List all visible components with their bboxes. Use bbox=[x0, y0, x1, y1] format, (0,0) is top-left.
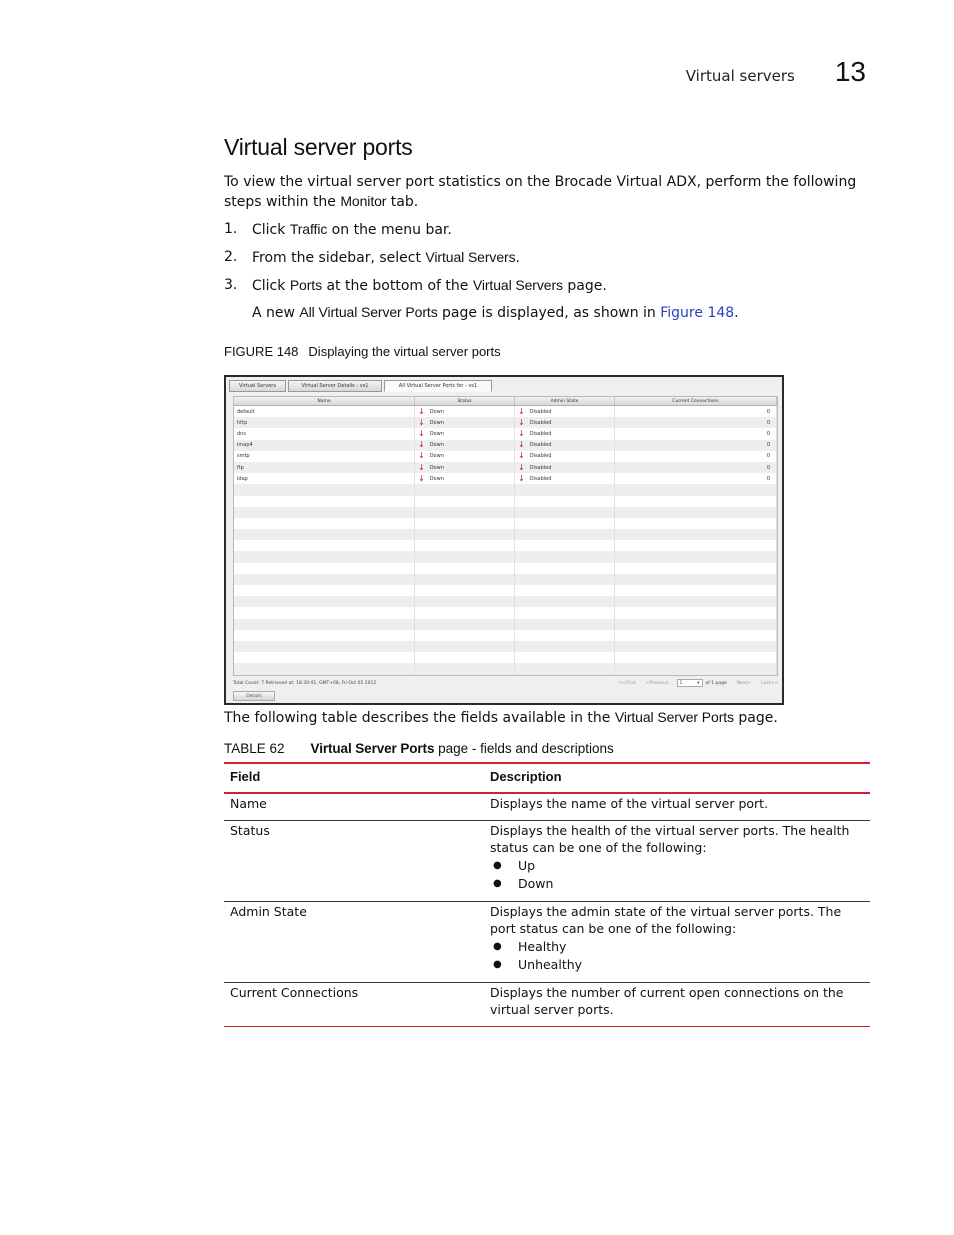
status-cell bbox=[415, 585, 515, 596]
port-name-cell: ldap bbox=[234, 473, 415, 484]
table-intro-ui-term: Virtual Server Ports bbox=[614, 709, 734, 725]
step-text: From the sidebar, select bbox=[252, 250, 426, 266]
chapter-number: 13 bbox=[834, 56, 866, 87]
description-text: Displays the health of the virtual server ports. The health status can be one of the following: bbox=[490, 823, 850, 855]
down-arrow-icon: ↓ bbox=[418, 417, 425, 427]
down-arrow-icon: ↓ bbox=[518, 428, 525, 438]
status-cell bbox=[415, 540, 515, 551]
status-text: Down bbox=[429, 430, 444, 437]
port-name-cell bbox=[234, 596, 415, 607]
empty-table-row bbox=[234, 507, 777, 518]
admin-state-cell bbox=[515, 663, 615, 674]
port-name-cell bbox=[234, 607, 415, 618]
connections-cell bbox=[615, 630, 777, 641]
port-name-cell bbox=[234, 563, 415, 574]
section-title: Virtual server ports bbox=[224, 134, 413, 160]
status-text: Down bbox=[429, 442, 444, 449]
list-item bbox=[490, 857, 870, 875]
port-name-cell bbox=[234, 619, 415, 630]
admin-state-text: Disabled bbox=[529, 419, 552, 426]
port-name-cell: smtp bbox=[234, 451, 415, 462]
bullet-text: Unhealthy bbox=[518, 957, 583, 972]
status-cell bbox=[415, 473, 515, 484]
connections-cell bbox=[615, 529, 777, 540]
status-cell bbox=[415, 518, 515, 529]
connections-cell bbox=[615, 663, 777, 674]
down-arrow-icon: ↓ bbox=[518, 451, 525, 461]
empty-table-row bbox=[234, 652, 777, 663]
grid-body bbox=[234, 406, 777, 675]
step-ui-term: Ports bbox=[289, 277, 322, 293]
table-row bbox=[224, 902, 870, 983]
table-row[interactable] bbox=[234, 428, 777, 439]
admin-state-cell bbox=[515, 619, 615, 630]
table-row bbox=[224, 983, 870, 1027]
grid-header bbox=[234, 397, 777, 406]
screenshot-figure bbox=[224, 375, 784, 705]
result-text: A new bbox=[252, 305, 300, 321]
port-name-cell bbox=[234, 529, 415, 540]
step-result bbox=[252, 304, 739, 321]
connections-cell bbox=[615, 596, 777, 607]
status-cell bbox=[415, 417, 515, 428]
down-arrow-icon: ↓ bbox=[518, 440, 525, 450]
description-cell bbox=[484, 821, 870, 901]
status-cell bbox=[415, 406, 515, 417]
step-number: 2. bbox=[224, 249, 238, 265]
status-cell bbox=[415, 440, 515, 451]
connections-cell bbox=[615, 484, 777, 495]
screenshot-tabs bbox=[229, 380, 492, 392]
first-page-link[interactable]: <<First bbox=[618, 680, 636, 686]
page-count: of 1 page bbox=[705, 680, 727, 686]
port-name-cell: dns bbox=[234, 428, 415, 439]
down-arrow-icon: ↓ bbox=[418, 451, 425, 461]
admin-state-cell bbox=[515, 652, 615, 663]
admin-state-text: Disabled bbox=[529, 464, 552, 471]
intro-paragraph bbox=[224, 173, 870, 212]
field-name-cell: Current Connections bbox=[230, 985, 359, 1000]
port-name-cell bbox=[234, 507, 415, 518]
step-item bbox=[224, 248, 870, 276]
admin-state-text: Disabled bbox=[529, 430, 552, 437]
admin-state-cell bbox=[515, 518, 615, 529]
admin-state-cell bbox=[515, 585, 615, 596]
column-header-current-connections[interactable]: Current Connections bbox=[615, 397, 777, 405]
empty-table-row bbox=[234, 540, 777, 551]
connections-cell bbox=[615, 507, 777, 518]
connections-cell: 0 bbox=[615, 440, 777, 451]
table-header-row bbox=[224, 764, 870, 794]
bullet-list bbox=[490, 857, 870, 893]
connections-cell: 0 bbox=[615, 428, 777, 439]
connections-cell bbox=[615, 641, 777, 652]
empty-table-row bbox=[234, 585, 777, 596]
admin-state-cell bbox=[515, 507, 615, 518]
empty-table-row bbox=[234, 607, 777, 618]
admin-state-cell bbox=[515, 596, 615, 607]
status-cell bbox=[415, 607, 515, 618]
step-ui-term: Traffic bbox=[289, 221, 328, 237]
description-cell bbox=[484, 983, 870, 1026]
intro-text: To view the virtual server port statistics on the Brocade Virtual ADX, perform the following steps within the bbox=[224, 174, 857, 210]
bullet-text: Healthy bbox=[518, 939, 567, 954]
ports-grid bbox=[233, 396, 778, 676]
admin-state-cell bbox=[515, 406, 615, 417]
empty-table-row bbox=[234, 663, 777, 674]
port-name-cell bbox=[234, 663, 415, 674]
port-name-cell bbox=[234, 652, 415, 663]
connections-cell bbox=[615, 652, 777, 663]
intro-text-end: tab. bbox=[386, 194, 419, 210]
admin-state-cell bbox=[515, 484, 615, 495]
admin-state-text: Disabled bbox=[529, 408, 552, 415]
total-count: Total Count: 7 Retrieved at: 18:30:41, GMT+08, Fri Oct 05 2012 bbox=[233, 680, 377, 686]
status-text: Down bbox=[429, 475, 444, 482]
status-cell bbox=[415, 484, 515, 495]
table-caption-title: page - fields and descriptions bbox=[434, 741, 614, 756]
result-text-mid: page is displayed, as shown in bbox=[437, 305, 661, 321]
description-text: Displays the name of the virtual server port. bbox=[490, 796, 769, 811]
empty-table-row bbox=[234, 641, 777, 652]
table-intro bbox=[224, 709, 778, 726]
status-cell bbox=[415, 507, 515, 518]
result-text-end: . bbox=[734, 305, 739, 321]
description-text: Displays the admin state of the virtual server ports. The port status can be one of the following: bbox=[490, 904, 842, 936]
connections-cell bbox=[615, 607, 777, 618]
port-name-cell: http bbox=[234, 417, 415, 428]
status-cell bbox=[415, 630, 515, 641]
connections-cell bbox=[615, 496, 777, 507]
connections-cell: 0 bbox=[615, 473, 777, 484]
table-row bbox=[224, 821, 870, 902]
empty-table-row bbox=[234, 574, 777, 585]
empty-table-row bbox=[234, 563, 777, 574]
admin-state-cell bbox=[515, 641, 615, 652]
connections-cell: 0 bbox=[615, 462, 777, 473]
admin-state-cell bbox=[515, 630, 615, 641]
admin-state-cell bbox=[515, 451, 615, 462]
status-cell bbox=[415, 462, 515, 473]
empty-table-row bbox=[234, 619, 777, 630]
port-name-cell: ftp bbox=[234, 462, 415, 473]
description-cell bbox=[484, 794, 870, 820]
bullet-icon: ● bbox=[493, 959, 502, 970]
down-arrow-icon: ↓ bbox=[418, 406, 425, 416]
table-header-field: Field bbox=[230, 769, 261, 784]
empty-table-row bbox=[234, 596, 777, 607]
connections-cell bbox=[615, 563, 777, 574]
down-arrow-icon: ↓ bbox=[518, 406, 525, 416]
table-caption bbox=[224, 741, 614, 756]
result-ui-term: All Virtual Server Ports bbox=[299, 304, 438, 320]
bullet-icon: ● bbox=[493, 878, 502, 889]
down-arrow-icon: ↓ bbox=[518, 462, 525, 472]
tab-all-virtual-server-ports[interactable]: All Virtual Server Ports for - vs1 bbox=[384, 380, 492, 392]
empty-table-row bbox=[234, 529, 777, 540]
admin-state-cell bbox=[515, 607, 615, 618]
port-name-cell bbox=[234, 574, 415, 585]
admin-state-cell bbox=[515, 440, 615, 451]
port-name-cell: imap4 bbox=[234, 440, 415, 451]
empty-table-row bbox=[234, 484, 777, 495]
step-number: 1. bbox=[224, 221, 238, 237]
bullet-icon: ● bbox=[493, 860, 502, 871]
admin-state-cell bbox=[515, 473, 615, 484]
status-cell bbox=[415, 563, 515, 574]
admin-state-text: Disabled bbox=[529, 475, 552, 482]
field-name-cell: Name bbox=[230, 796, 267, 811]
previous-page-link[interactable]: <Previous bbox=[645, 680, 669, 686]
table-header-description: Description bbox=[490, 769, 562, 784]
step-text: Click bbox=[252, 222, 290, 238]
intro-ui-term: Monitor bbox=[340, 193, 387, 209]
step-item bbox=[224, 276, 870, 304]
fields-table bbox=[224, 762, 870, 1027]
status-cell bbox=[415, 496, 515, 507]
list-item bbox=[490, 956, 870, 974]
figure-caption bbox=[224, 344, 501, 359]
status-cell bbox=[415, 551, 515, 562]
running-header bbox=[686, 56, 866, 88]
table-row[interactable] bbox=[234, 451, 777, 462]
figure-link[interactable]: Figure 148 bbox=[660, 305, 735, 321]
empty-table-row bbox=[234, 630, 777, 641]
admin-state-text: Disabled bbox=[529, 453, 552, 460]
column-header-name[interactable]: Name bbox=[234, 397, 415, 405]
down-arrow-icon: ↓ bbox=[418, 440, 425, 450]
table-row[interactable] bbox=[234, 473, 777, 484]
status-cell bbox=[415, 596, 515, 607]
figure-label: FIGURE 148 bbox=[224, 344, 299, 359]
step-text-end: . bbox=[515, 250, 520, 266]
down-arrow-icon: ↓ bbox=[418, 462, 425, 472]
admin-state-cell bbox=[515, 540, 615, 551]
port-name-cell bbox=[234, 496, 415, 507]
connections-cell: 0 bbox=[615, 406, 777, 417]
connections-cell bbox=[615, 585, 777, 596]
tab-virtual-servers[interactable]: Virtual Servers bbox=[229, 380, 286, 392]
table-label: TABLE 62 bbox=[224, 741, 285, 756]
status-cell bbox=[415, 451, 515, 462]
table-caption-ui-term: Virtual Server Ports bbox=[310, 741, 435, 756]
down-arrow-icon: ↓ bbox=[418, 473, 425, 483]
table-row bbox=[224, 794, 870, 821]
port-name-cell bbox=[234, 518, 415, 529]
table-row[interactable] bbox=[234, 417, 777, 428]
status-cell bbox=[415, 428, 515, 439]
connections-cell bbox=[615, 551, 777, 562]
table-body bbox=[224, 794, 870, 1027]
connections-cell: 0 bbox=[615, 417, 777, 428]
table-row[interactable] bbox=[234, 440, 777, 451]
admin-state-cell bbox=[515, 563, 615, 574]
port-name-cell bbox=[234, 540, 415, 551]
admin-state-cell bbox=[515, 428, 615, 439]
bullet-list bbox=[490, 938, 870, 974]
empty-table-row bbox=[234, 551, 777, 562]
table-intro-text: The following table describes the fields available in the bbox=[224, 710, 615, 726]
port-name-cell bbox=[234, 630, 415, 641]
step-text-end: page. bbox=[562, 278, 607, 294]
step-text-mid: at the bottom of the bbox=[322, 278, 473, 294]
step-number: 3. bbox=[224, 277, 238, 293]
step-text: Click bbox=[252, 278, 290, 294]
port-name-cell bbox=[234, 641, 415, 652]
tab-virtual-server-details[interactable]: Virtual Server Details - vs1 bbox=[288, 380, 382, 392]
empty-table-row bbox=[234, 496, 777, 507]
port-name-cell: default bbox=[234, 406, 415, 417]
last-page-link[interactable]: Last>> bbox=[761, 680, 778, 686]
admin-state-text: Disabled bbox=[529, 442, 552, 449]
description-text: Displays the number of current open connections on the virtual server ports. bbox=[490, 985, 844, 1017]
connections-cell bbox=[615, 518, 777, 529]
admin-state-cell bbox=[515, 462, 615, 473]
connections-cell: 0 bbox=[615, 451, 777, 462]
port-name-cell bbox=[234, 551, 415, 562]
step-text-end: on the menu bar. bbox=[327, 222, 452, 238]
figure-title: Displaying the virtual server ports bbox=[308, 344, 501, 359]
connections-cell bbox=[615, 540, 777, 551]
column-header-admin-state[interactable]: Admin State bbox=[515, 397, 615, 405]
status-cell bbox=[415, 574, 515, 585]
table-row[interactable] bbox=[234, 406, 777, 417]
bullet-text: Up bbox=[518, 858, 536, 873]
admin-state-cell bbox=[515, 529, 615, 540]
step-item bbox=[224, 220, 870, 248]
steps-list bbox=[224, 220, 870, 304]
page-number-value: 1 bbox=[679, 680, 683, 686]
section-name: Virtual servers bbox=[685, 67, 795, 85]
field-name-cell: Status bbox=[230, 823, 270, 838]
port-name-cell bbox=[234, 585, 415, 596]
status-text: Down bbox=[429, 408, 444, 415]
column-header-status[interactable]: Status bbox=[415, 397, 515, 405]
status-cell bbox=[415, 619, 515, 630]
status-cell bbox=[415, 652, 515, 663]
table-intro-text-end: page. bbox=[733, 710, 778, 726]
page-number-input[interactable] bbox=[677, 679, 703, 687]
details-button[interactable]: Details bbox=[233, 691, 275, 701]
list-item bbox=[490, 875, 870, 893]
down-arrow-icon: ↓ bbox=[518, 473, 525, 483]
description-cell bbox=[484, 902, 870, 982]
connections-cell bbox=[615, 619, 777, 630]
table-row[interactable] bbox=[234, 462, 777, 473]
bullet-text: Down bbox=[518, 876, 554, 891]
status-cell bbox=[415, 529, 515, 540]
grid-footer bbox=[233, 678, 778, 688]
status-cell bbox=[415, 641, 515, 652]
status-text: Down bbox=[429, 464, 444, 471]
chevron-down-icon: ▾ bbox=[697, 680, 700, 686]
step-ui-term-2: Virtual Servers bbox=[472, 277, 563, 293]
status-text: Down bbox=[429, 419, 444, 426]
connections-cell bbox=[615, 574, 777, 585]
admin-state-cell bbox=[515, 574, 615, 585]
step-ui-term: Virtual Servers bbox=[425, 249, 516, 265]
status-text: Down bbox=[429, 453, 444, 460]
port-name-cell bbox=[234, 484, 415, 495]
list-item bbox=[490, 938, 870, 956]
admin-state-cell bbox=[515, 551, 615, 562]
down-arrow-icon: ↓ bbox=[418, 428, 425, 438]
down-arrow-icon: ↓ bbox=[518, 417, 525, 427]
admin-state-cell bbox=[515, 417, 615, 428]
status-cell bbox=[415, 663, 515, 674]
admin-state-cell bbox=[515, 496, 615, 507]
empty-table-row bbox=[234, 518, 777, 529]
bullet-icon: ● bbox=[493, 941, 502, 952]
next-page-link[interactable]: Next> bbox=[736, 680, 752, 686]
field-name-cell: Admin State bbox=[230, 904, 307, 919]
